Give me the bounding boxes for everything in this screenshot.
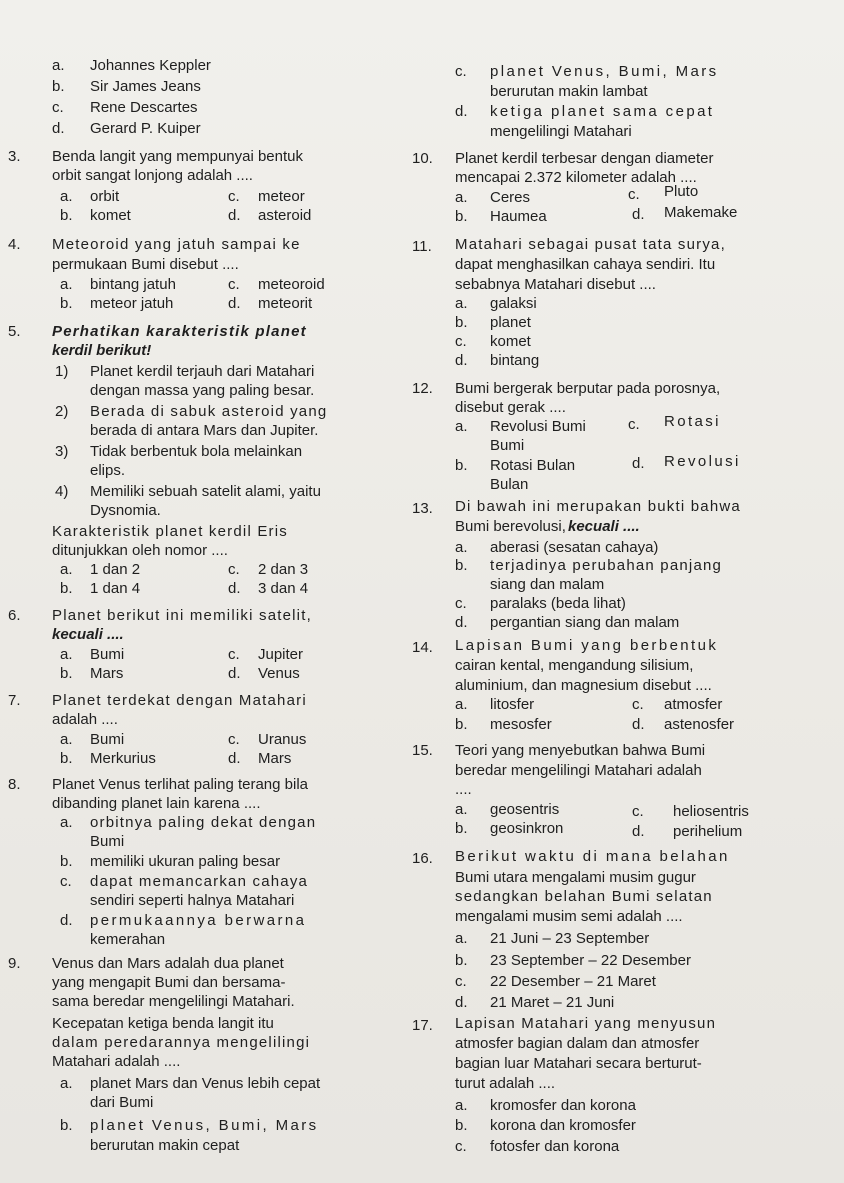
q10-number: 10. bbox=[412, 150, 433, 167]
q15-b-letter: b. bbox=[455, 820, 468, 837]
q15-line3: .... bbox=[455, 781, 472, 798]
q15-line2: beredar mengelilingi Matahari adalah bbox=[455, 762, 702, 779]
q16-d-letter: d. bbox=[455, 994, 468, 1011]
q6-d-letter: d. bbox=[228, 665, 241, 682]
q2-option-d: Gerard P. Kuiper bbox=[90, 120, 201, 137]
q10-option-d: Makemake bbox=[664, 204, 738, 221]
q6-line2: kecuali .... bbox=[52, 626, 124, 643]
q13-option-a: aberasi (sesatan cahaya) bbox=[490, 539, 659, 556]
q3-option-b: komet bbox=[90, 207, 131, 224]
q12-b-letter: b. bbox=[455, 457, 468, 474]
q8-a-letter: a. bbox=[60, 814, 73, 831]
q10-line2: mencapai 2.372 kilometer adalah .... bbox=[455, 169, 697, 186]
q16-line3: sedangkan belahan Bumi selatan bbox=[455, 888, 713, 905]
q10-a-letter: a. bbox=[455, 189, 468, 206]
q4-option-b: meteor jatuh bbox=[90, 295, 174, 312]
q3-option-d: asteroid bbox=[258, 207, 312, 224]
q8-line2: dibanding planet lain karena .... bbox=[52, 795, 261, 812]
q14-c-letter: c. bbox=[632, 696, 644, 713]
q11-b-letter: b. bbox=[455, 314, 468, 331]
q9-option-b1: planet Venus, Bumi, Mars bbox=[90, 1117, 319, 1134]
q4-number: 4. bbox=[8, 236, 21, 253]
q12-option-a1: Revolusi Bumi bbox=[490, 418, 586, 435]
q2-a-letter: a. bbox=[52, 57, 65, 74]
q15-line1: Teori yang menyebutkan bahwa Bumi bbox=[455, 742, 706, 759]
q10-option-c: Pluto bbox=[664, 183, 699, 200]
q3-d-letter: d. bbox=[228, 207, 241, 224]
q9-line3: sama beredar mengelilingi Matahari. bbox=[52, 993, 295, 1010]
q5-item2-b: berada di antara Mars dan Jupiter. bbox=[90, 422, 319, 439]
q9-a-letter: a. bbox=[60, 1075, 73, 1092]
q11-d-letter: d. bbox=[455, 352, 468, 369]
q10-option-a: Ceres bbox=[490, 189, 531, 206]
q13-option-b2: siang dan malam bbox=[490, 576, 605, 593]
q5-item3-a: Tidak berbentuk bola melainkan bbox=[90, 443, 303, 460]
q5-line2: kerdil berikut! bbox=[52, 342, 152, 359]
q17-line1: Lapisan Matahari yang menyusun bbox=[455, 1015, 717, 1032]
q6-option-a: Bumi bbox=[90, 646, 125, 663]
q13-line2b: kecuali .... bbox=[568, 518, 640, 535]
q13-d-letter: d. bbox=[455, 614, 468, 631]
q15-option-a: geosentris bbox=[490, 801, 560, 818]
q5-item4-b: Dysnomia. bbox=[90, 502, 161, 519]
q12-d-letter: d. bbox=[632, 455, 645, 472]
q4-a-letter: a. bbox=[60, 276, 73, 293]
q9-number: 9. bbox=[8, 955, 21, 972]
q3-a-letter: a. bbox=[60, 188, 73, 205]
q8-c-letter: c. bbox=[60, 873, 72, 890]
q7-line2: adalah .... bbox=[52, 711, 118, 728]
q12-a-letter: a. bbox=[455, 418, 468, 435]
q13-line2a: Bumi berevolusi, bbox=[455, 518, 566, 535]
q5-c-letter: c. bbox=[228, 561, 240, 578]
q16-b-letter: b. bbox=[455, 952, 468, 969]
q17-option-a: kromosfer dan korona bbox=[490, 1097, 636, 1114]
q14-a-letter: a. bbox=[455, 696, 468, 713]
q8-line1: Planet Venus terlihat paling terang bila bbox=[52, 776, 309, 793]
q2-option-c: Rene Descartes bbox=[90, 99, 198, 116]
q7-option-d: Mars bbox=[258, 750, 292, 767]
q5-item4-a: Memiliki sebuah satelit alami, yaitu bbox=[90, 483, 321, 500]
q16-option-d: 21 Maret – 21 Juni bbox=[490, 994, 615, 1011]
q5-option-c: 2 dan 3 bbox=[258, 561, 309, 578]
q12-option-d: Revolusi bbox=[664, 453, 741, 470]
q9-line1: Venus dan Mars adalah dua planet bbox=[52, 955, 284, 972]
q5-item4-num: 4) bbox=[55, 483, 69, 500]
q15-option-c: heliosentris bbox=[673, 803, 749, 820]
q13-number: 13. bbox=[412, 500, 433, 517]
q17-number: 17. bbox=[412, 1017, 433, 1034]
q6-number: 6. bbox=[8, 607, 21, 624]
q5-item1-num: 1) bbox=[55, 363, 69, 380]
q8-option-d1: permukaannya berwarna bbox=[90, 912, 307, 929]
q7-a-letter: a. bbox=[60, 731, 73, 748]
q10-option-b: Haumea bbox=[490, 208, 547, 225]
q4-option-c: meteoroid bbox=[258, 276, 325, 293]
q11-c-letter: c. bbox=[455, 333, 467, 350]
q2-option-a: Johannes Keppler bbox=[90, 57, 211, 74]
q13-line1: Di bawah ini merupakan bukti bahwa bbox=[455, 498, 741, 515]
q6-a-letter: a. bbox=[60, 646, 73, 663]
q4-d-letter: d. bbox=[228, 295, 241, 312]
q13-b-letter: b. bbox=[455, 557, 468, 574]
q4-c-letter: c. bbox=[228, 276, 240, 293]
q14-option-b: mesosfer bbox=[490, 716, 552, 733]
q9-d-letter: d. bbox=[455, 103, 468, 120]
q11-line3: sebabnya Matahari disebut .... bbox=[455, 276, 656, 293]
q5-option-b: 1 dan 4 bbox=[90, 580, 141, 597]
q15-option-b: geosinkron bbox=[490, 820, 564, 837]
q9-option-d2: mengelilingi Matahari bbox=[490, 123, 632, 140]
q2-d-letter: d. bbox=[52, 120, 65, 137]
q8-number: 8. bbox=[8, 776, 21, 793]
q9-option-a1: planet Mars dan Venus lebih cepat bbox=[90, 1075, 321, 1092]
q4-option-a: bintang jatuh bbox=[90, 276, 176, 293]
q12-line1: Bumi bergerak berputar pada porosnya, bbox=[455, 380, 721, 397]
q3-option-a: orbit bbox=[90, 188, 120, 205]
q16-option-c: 22 Desember – 21 Maret bbox=[490, 973, 656, 990]
q15-c-letter: c. bbox=[632, 803, 644, 820]
q14-line1: Lapisan Bumi yang berbentuk bbox=[455, 637, 719, 654]
q2-c-letter: c. bbox=[52, 99, 64, 116]
q5-stem2: ditunjukkan oleh nomor .... bbox=[52, 542, 228, 559]
q11-a-letter: a. bbox=[455, 295, 468, 312]
q17-option-c: fotosfer dan korona bbox=[490, 1138, 620, 1155]
q14-line3: aluminium, dan magnesium disebut .... bbox=[455, 677, 712, 694]
q11-option-b: planet bbox=[490, 314, 531, 331]
q2-b-letter: b. bbox=[52, 78, 65, 95]
q14-d-letter: d. bbox=[632, 716, 645, 733]
q3-number: 3. bbox=[8, 148, 21, 165]
q16-line1: Berikut waktu di mana belahan bbox=[455, 848, 730, 865]
q11-line2: dapat menghasilkan cahaya sendiri. Itu bbox=[455, 256, 716, 273]
q11-option-a: galaksi bbox=[490, 295, 537, 312]
q7-option-c: Uranus bbox=[258, 731, 307, 748]
q14-option-a: litosfer bbox=[490, 696, 535, 713]
q17-line3: bagian luar Matahari secara berturut- bbox=[455, 1055, 702, 1072]
q12-number: 12. bbox=[412, 380, 433, 397]
q13-a-letter: a. bbox=[455, 539, 468, 556]
q9-line4: Kecepatan ketiga benda langit itu bbox=[52, 1015, 274, 1032]
q10-c-letter: c. bbox=[628, 186, 640, 203]
q4-line1: Meteoroid yang jatuh sampai ke bbox=[52, 236, 301, 253]
q6-b-letter: b. bbox=[60, 665, 73, 682]
q12-option-b1: Rotasi Bulan bbox=[490, 457, 576, 474]
q5-line1: Perhatikan karakteristik planet bbox=[52, 323, 307, 340]
q16-line4: mengalami musim semi adalah .... bbox=[455, 908, 683, 925]
q8-option-a2: Bumi bbox=[90, 833, 125, 850]
q6-option-c: Jupiter bbox=[258, 646, 304, 663]
q5-option-a: 1 dan 2 bbox=[90, 561, 141, 578]
q16-option-a: 21 Juni – 23 September bbox=[490, 930, 650, 947]
q17-c-letter: c. bbox=[455, 1138, 467, 1155]
q11-option-d: bintang bbox=[490, 352, 540, 369]
q10-b-letter: b. bbox=[455, 208, 468, 225]
q11-line1: Matahari sebagai pusat tata surya, bbox=[455, 236, 726, 253]
q15-option-d: perihelium bbox=[673, 823, 743, 840]
q8-option-b: memiliki ukuran paling besar bbox=[90, 853, 281, 870]
q6-option-d: Venus bbox=[258, 665, 300, 682]
q8-option-c2: sendiri seperti halnya Matahari bbox=[90, 892, 295, 909]
q15-d-letter: d. bbox=[632, 823, 645, 840]
q11-number: 11. bbox=[412, 238, 432, 255]
q4-option-d: meteorit bbox=[258, 295, 313, 312]
q7-number: 7. bbox=[8, 692, 21, 709]
q12-line2: disebut gerak .... bbox=[455, 399, 566, 416]
q15-a-letter: a. bbox=[455, 801, 468, 818]
q13-option-c: paralaks (beda lihat) bbox=[490, 595, 626, 612]
q13-option-d: pergantian siang dan malam bbox=[490, 614, 680, 631]
q16-number: 16. bbox=[412, 850, 433, 867]
q8-option-a1: orbitnya paling dekat dengan bbox=[90, 814, 317, 831]
q3-b-letter: b. bbox=[60, 207, 73, 224]
q3-line2: orbit sangat lonjong adalah .... bbox=[52, 167, 253, 184]
q8-d-letter: d. bbox=[60, 912, 73, 929]
q5-b-letter: b. bbox=[60, 580, 73, 597]
q3-line1: Benda langit yang mempunyai bentuk bbox=[52, 148, 304, 165]
q9-c-letter: c. bbox=[455, 63, 467, 80]
q16-line2: Bumi utara mengalami musim gugur bbox=[455, 869, 696, 886]
q7-d-letter: d. bbox=[228, 750, 241, 767]
q12-option-b2: Bulan bbox=[490, 476, 529, 493]
q5-item3-b: elips. bbox=[90, 462, 126, 479]
q9-line6: Matahari adalah .... bbox=[52, 1053, 181, 1070]
q14-option-d: astenosfer bbox=[664, 716, 735, 733]
q11-option-c: komet bbox=[490, 333, 531, 350]
q5-item1-a: Planet kerdil terjauh dari Matahari bbox=[90, 363, 315, 380]
q9-b-letter: b. bbox=[60, 1117, 73, 1134]
q5-number: 5. bbox=[8, 323, 21, 340]
q7-c-letter: c. bbox=[228, 731, 240, 748]
q5-stem1: Karakteristik planet kerdil Eris bbox=[52, 523, 288, 540]
q13-c-letter: c. bbox=[455, 595, 467, 612]
q16-a-letter: a. bbox=[455, 930, 468, 947]
q4-line2: permukaan Bumi disebut .... bbox=[52, 256, 239, 273]
q12-option-a2: Bumi bbox=[490, 437, 525, 454]
q9-line2: yang mengapit Bumi dan bersama- bbox=[52, 974, 286, 991]
q5-option-d: 3 dan 4 bbox=[258, 580, 309, 597]
q5-d-letter: d. bbox=[228, 580, 241, 597]
q9-option-d1: ketiga planet sama cepat bbox=[490, 103, 715, 120]
q16-option-b: 23 September – 22 Desember bbox=[490, 952, 691, 969]
q9-option-a2: dari Bumi bbox=[90, 1094, 154, 1111]
q14-option-c: atmosfer bbox=[664, 696, 723, 713]
q4-b-letter: b. bbox=[60, 295, 73, 312]
q6-option-b: Mars bbox=[90, 665, 124, 682]
q17-a-letter: a. bbox=[455, 1097, 468, 1114]
q17-b-letter: b. bbox=[455, 1117, 468, 1134]
q7-b-letter: b. bbox=[60, 750, 73, 767]
q7-line1: Planet terdekat dengan Matahari bbox=[52, 692, 307, 709]
q7-option-a: Bumi bbox=[90, 731, 125, 748]
q16-c-letter: c. bbox=[455, 973, 467, 990]
q6-line1: Planet berikut ini memiliki satelit, bbox=[52, 607, 312, 624]
q3-option-c: meteor bbox=[258, 188, 305, 205]
q14-line2: cairan kental, mengandung silisium, bbox=[455, 657, 694, 674]
q5-item2-a: Berada di sabuk asteroid yang bbox=[90, 403, 328, 420]
q9-option-c1: planet Venus, Bumi, Mars bbox=[490, 63, 719, 80]
q14-number: 14. bbox=[412, 639, 433, 656]
q5-a-letter: a. bbox=[60, 561, 73, 578]
q12-c-letter: c. bbox=[628, 416, 640, 433]
q12-option-c: Rotasi bbox=[664, 413, 721, 430]
q2-option-b: Sir James Jeans bbox=[90, 78, 201, 95]
q5-item3-num: 3) bbox=[55, 443, 69, 460]
q13-option-b1: terjadinya perubahan panjang bbox=[490, 557, 723, 574]
q9-line5: dalam peredarannya mengelilingi bbox=[52, 1034, 311, 1051]
q8-b-letter: b. bbox=[60, 853, 73, 870]
q14-b-letter: b. bbox=[455, 716, 468, 733]
q6-c-letter: c. bbox=[228, 646, 240, 663]
q17-line2: atmosfer bagian dalam dan atmosfer bbox=[455, 1035, 700, 1052]
q3-c-letter: c. bbox=[228, 188, 240, 205]
q10-d-letter: d. bbox=[632, 206, 645, 223]
q9-option-b2: berurutan makin cepat bbox=[90, 1137, 240, 1154]
q5-item1-b: dengan massa yang paling besar. bbox=[90, 382, 315, 399]
q8-option-c1: dapat memancarkan cahaya bbox=[90, 873, 309, 890]
q17-option-b: korona dan kromosfer bbox=[490, 1117, 636, 1134]
q8-option-d2: kemerahan bbox=[90, 931, 166, 948]
q10-line1: Planet kerdil terbesar dengan diameter bbox=[455, 150, 714, 167]
q7-option-b: Merkurius bbox=[90, 750, 156, 767]
q15-number: 15. bbox=[412, 742, 433, 759]
q17-line4: turut adalah .... bbox=[455, 1075, 556, 1092]
q9-option-c2: berurutan makin lambat bbox=[490, 83, 648, 100]
q5-item2-num: 2) bbox=[55, 403, 69, 420]
